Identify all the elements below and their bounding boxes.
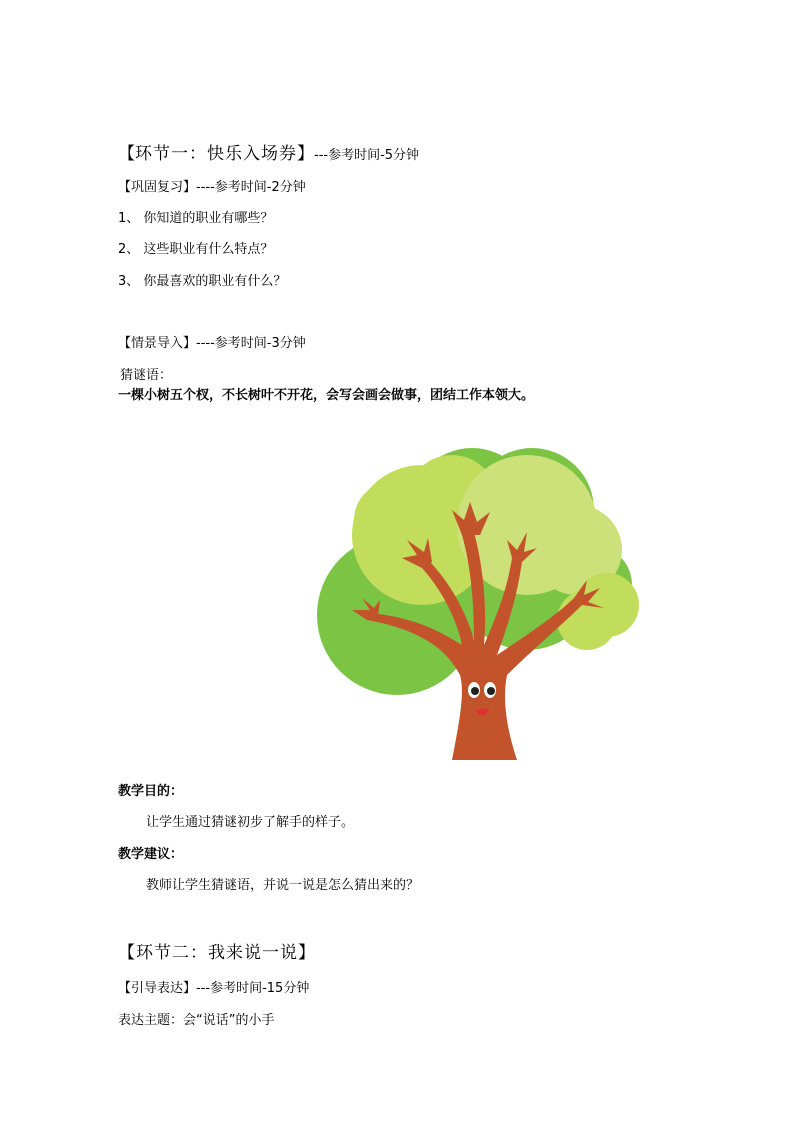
intro-heading [118,332,306,351]
section2-heading: 【环节二：我来说一说】 [118,943,316,963]
riddle-text: 一棵小树五个杈，不长树叶不开花，会写会画会做事，团结工作本领大。 [118,388,535,403]
goal-label: 教学目的： [118,784,184,799]
review-question-2: 2、 这些职业有什么特点？ [118,242,274,257]
section1-heading [118,139,419,164]
advice-text: 教师让学生猜谜语，并说一说是怎么猜出来的？ [146,878,420,893]
review-question-1: 1、 你知道的职业有哪些？ [118,211,274,226]
guide-label: 【引导表达】 [118,981,197,996]
advice-label: 教学建议： [118,847,184,862]
guide-time: ---参考时间-15分钟 [196,981,310,996]
guide-heading [118,977,309,996]
bracket-open: 【 [118,144,135,164]
section1-title: 环节一：快乐入场券 [135,144,297,164]
review-question-3: 3、 你最喜欢的职业有什么？ [118,274,287,289]
bracket-close: 】 [297,144,314,164]
cartoon-tree-illustration [312,440,647,760]
theme-text: 表达主题：会“说话”的小手 [118,1013,275,1028]
review-time: ----参考时间-2分钟 [196,180,306,195]
review-label: 【巩固复习】 [118,180,197,195]
intro-time: ----参考时间-3分钟 [196,336,306,351]
intro-label: 【情景导入】 [118,336,197,351]
review-heading [118,176,306,195]
riddle-label: 猜谜语： [120,368,173,383]
section1-time: ---参考时间-5分钟 [314,148,420,163]
goal-text: 让学生通过猜谜初步了解手的样子。 [146,815,355,830]
